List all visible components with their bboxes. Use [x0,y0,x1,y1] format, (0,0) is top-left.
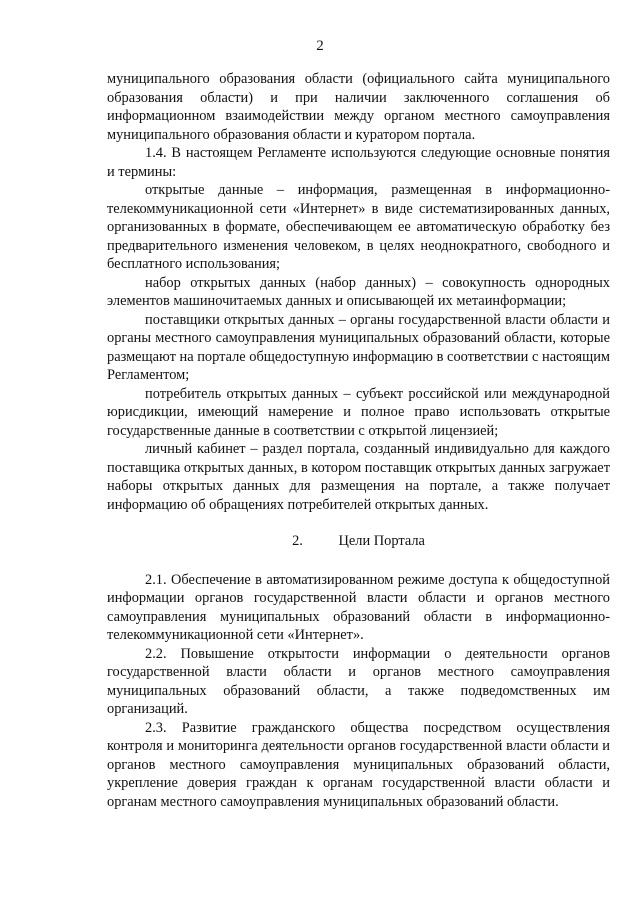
section-number: 2. [292,533,303,549]
paragraph-continuation: муниципального образования области (официального сайта муниципального образования области) и при наличии заключенного соглашения об информационном взаимодействии между органом местного самоуправления муниципального образования области и куратором портала. [107,71,610,143]
section-heading [107,532,610,551]
term-data-providers: поставщики открытых данных – органы государственной власти области и органы местного самоуправления муниципальных образований области, которые размещают на портале общедоступную информацию в соответствии с настоящим Регламентом; [107,311,610,383]
goal-item-2-1: 2.1. Обеспечение в автоматизированном режиме доступа к общедоступной информации органов государственной власти области и органов местного самоуправления муниципальных образований области в информационно-телекоммуникационной сети «Интернет». [107,571,610,643]
term-data-consumer: потребитель открытых данных – субъект российской или международной юрисдикции, имеющий намерение и полное право использовать открытые государственные данные в соответствии с открытой лицензией; [107,385,610,439]
term-dataset: набор открытых данных (набор данных) – совокупность однородных элементов машиночитаемых данных и описывающей их метаинформации; [107,274,610,309]
section-title: Цели Портала [338,533,425,549]
paragraph-terms-intro: 1.4. В настоящем Регламенте используются следующие основные понятия и термины: [107,145,610,180]
page-number: 2 [316,38,324,54]
term-open-data: открытые данные – информация, размещенная в информационно-телекоммуникационной сети «Интернет» в виде систематизированных данных, организованных в формате, обеспечивающем ее автоматическую обработку без предварительного изменения человеком, в целях неоднократного, свободного и бесплатного использования; [107,182,610,272]
term-personal-account: личный кабинет – раздел портала, созданный индивидуально для каждого поставщика открытых данных, в котором поставщик открытых данных загружает наборы открытых данных для размещения на портале, а также получает информацию об обращениях потребителей открытых данных. [107,441,610,513]
document-body [107,70,610,811]
goal-item-2-2: 2.2. Повышение открытости информации о деятельности органов государственной власти области и органов местного самоуправления муниципальных образований области, а также подведомственных им организаций. [107,645,610,717]
goal-item-2-3: 2.3. Развитие гражданского общества посредством осуществления контроля и мониторинга деятельности органов государственной власти области и органов местного самоуправления муниципальных образований области, укрепление доверия граждан к органам государственной власти области и органам местного самоуправления муниципальных образований области. [107,719,610,810]
